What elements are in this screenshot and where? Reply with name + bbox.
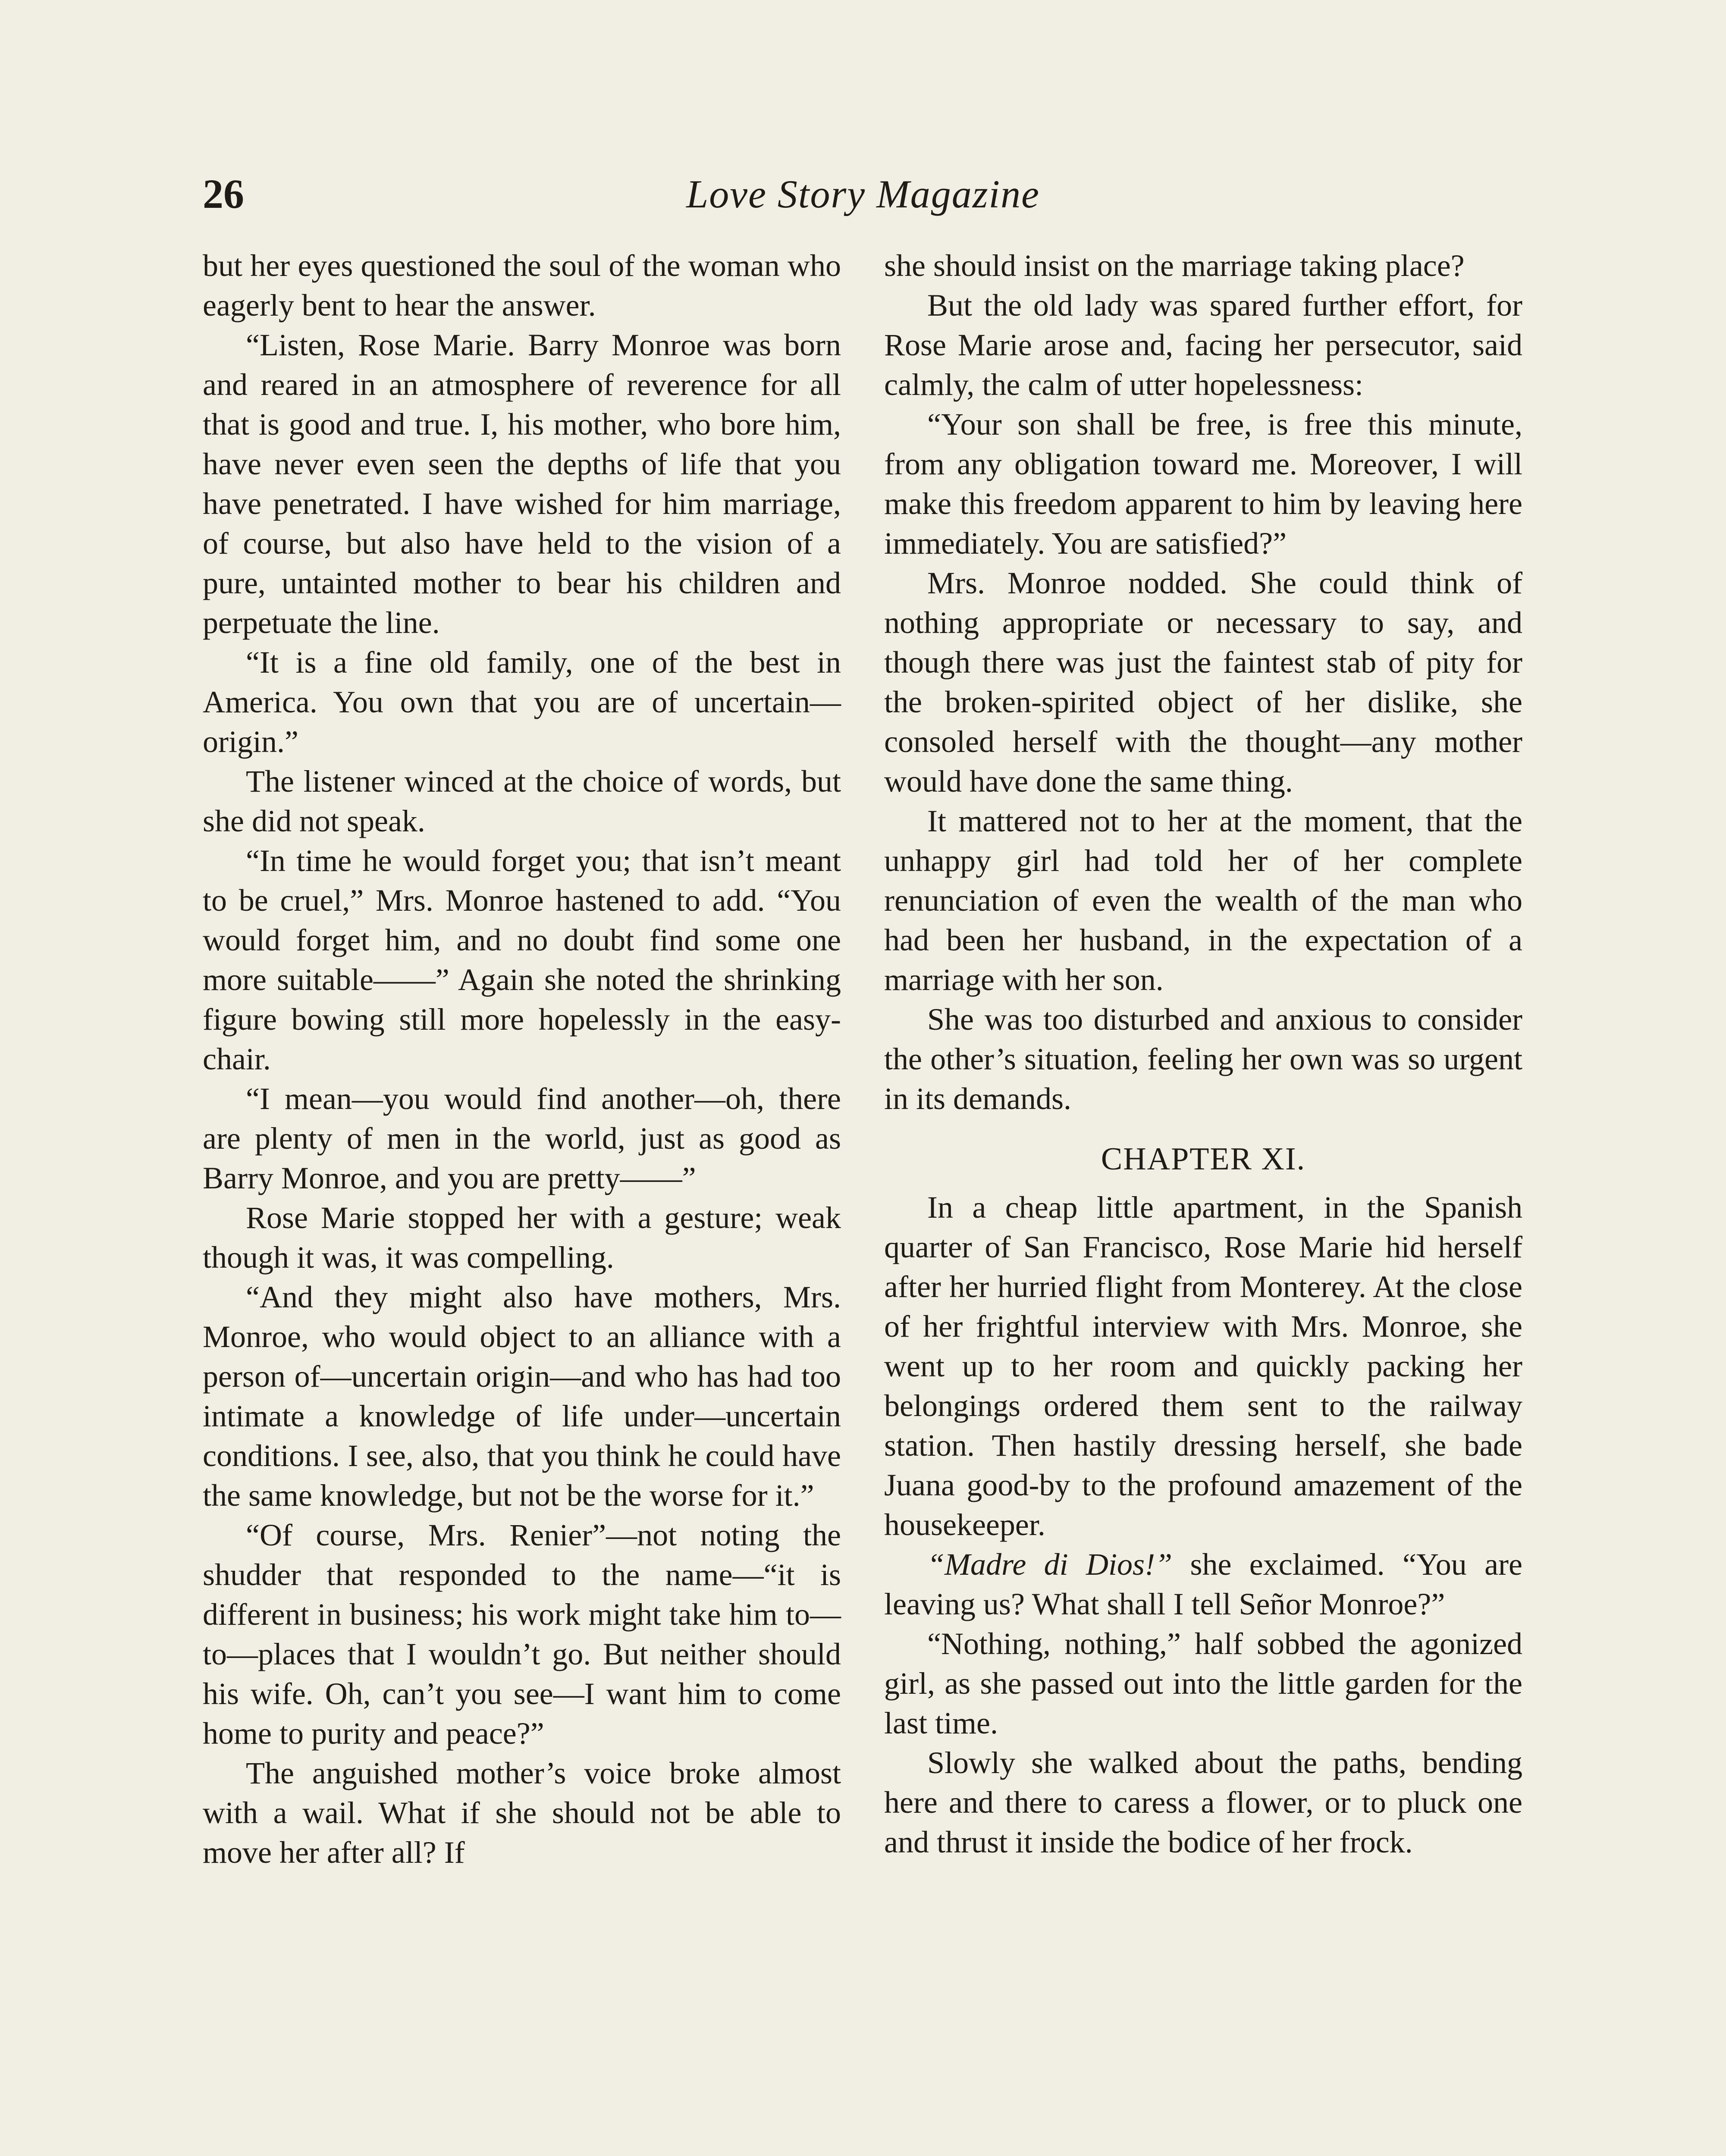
paragraph: “Of course, Mrs. Renier”—not noting the shudder that responded to the name—“it is different in business; his work might take him to—to—places that I wouldn’t go. But neither should his wife. Oh, can’t you see—I want him to come home to purity and peace?” <box>203 1518 841 1751</box>
right-column <box>884 246 1522 1862</box>
left-column <box>203 246 841 1872</box>
paragraph: “I mean—you would find another—oh, there are plenty of men in the world, just as good as Barry Monroe, and you are pretty——” <box>203 1081 841 1195</box>
paragraph: Slowly she walked about the paths, bending here and there to caress a flower, or to pluck one and thrust it inside the bodice of her frock. <box>884 1745 1522 1859</box>
text-columns <box>203 246 1522 2156</box>
paragraph: “Listen, Rose Marie. Barry Monroe was born and reared in an atmosphere of reverence for all that is good and true. I, his mother, who bore him, have never even seen the depths of life that you have penetrated. I have wished for him marriage, of course, but also have held to the vision of a pure, untainted mother to bear his children and perpetuate the line. <box>203 328 841 640</box>
paragraph: Rose Marie stopped her with a gesture; weak though it was, it was compelling. <box>203 1200 841 1275</box>
chapter-heading: CHAPTER XI. <box>1101 1141 1306 1177</box>
paragraph <box>884 1545 1522 1624</box>
paragraph: but her eyes questioned the soul of the woman who eagerly bent to hear the answer. <box>203 248 841 323</box>
paragraph: “Your son shall be free, is free this minute, from any obligation toward me. Moreover, I will make this freedom apparent to him by leaving here immediately. You are satisfied?” <box>884 407 1522 561</box>
paragraph: It mattered not to her at the moment, that the unhappy girl had told her of her complete renunciation of even the wealth of the man who had been her husband, in the expectation of a marriage with her son. <box>884 804 1522 997</box>
paragraph: She was too disturbed and anxious to consider the other’s situation, feeling her own was so urgent in its demands. <box>884 1002 1522 1116</box>
paragraph: “In time he would forget you; that isn’t meant to be cruel,” Mrs. Monroe hastened to add. “You would forget him, and no doubt find some one more suitable——” Again she noted the shrinking figure bowing still more hopelessly in the easy-chair. <box>203 843 841 1076</box>
page-number: 26 <box>203 171 244 217</box>
paragraph: “And they might also have mothers, Mrs. Monroe, who would object to an alliance with a person of—uncertain origin—and who has had too intimate a knowledge of life under—uncertain conditions. I see, also, that you think he could have the same knowledge, but not be the worse for it.” <box>203 1280 841 1513</box>
paragraph: But the old lady was spared further effort, for Rose Marie arose and, facing her persecutor, said calmly, the calm of utter hopelessness: <box>884 288 1522 402</box>
paragraph: she should insist on the marriage taking place? <box>884 248 1465 283</box>
paragraph: “It is a fine old family, one of the best in America. You own that you are of uncertain—origin.” <box>203 645 841 759</box>
paragraph: In a cheap little apartment, in the Spanish quarter of San Francisco, Rose Marie hid herself after her hurried flight from Monterey. At the close of her frightful interview with Mrs. Monroe, she went up to her room and quickly packing her belongings ordered them sent to the railway station. Then hastily dressing herself, she bade Juana good-by to the profound amazement of the housekeeper. <box>884 1190 1522 1542</box>
italic-exclamation: “Madre di Dios!” <box>927 1547 1173 1582</box>
exclamation-rest: she exclaimed. “You are leaving us? What shall I tell Señor Monroe?” <box>884 1547 1522 1621</box>
running-title: Love Story Magazine <box>686 172 1040 216</box>
paragraph: Mrs. Monroe nodded. She could think of nothing appropriate or necessary to say, and though there was just the faintest stab of pity for the broken-spirited object of her dislike, she consoled herself with the thought—any mother would have done the same thing. <box>884 566 1522 799</box>
paragraph: “Nothing, nothing,” half sobbed the agonized girl, as she passed out into the little garden for the last time. <box>884 1626 1522 1740</box>
page-header <box>203 164 1523 224</box>
paragraph: The listener winced at the choice of words, but she did not speak. <box>203 764 841 838</box>
paragraph: The anguished mother’s voice broke almost with a wail. What if she should not be able to move her after all? If <box>203 1756 841 1870</box>
